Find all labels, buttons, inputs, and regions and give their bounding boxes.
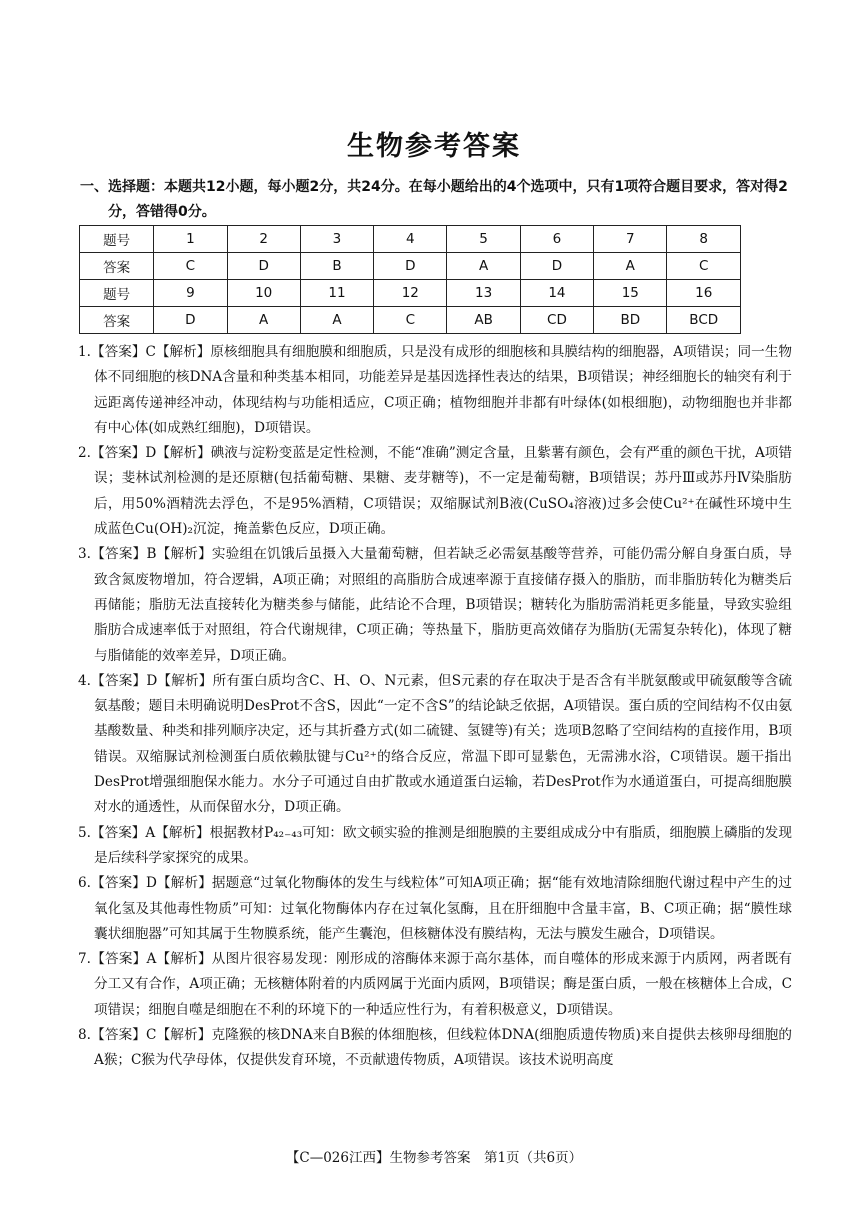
table-row — [80, 307, 741, 334]
answer-table — [79, 225, 741, 334]
table-row-header-cell: 答案 — [80, 307, 154, 334]
explanation-item: 1.【答案】C【解析】原核细胞具有细胞膜和细胞质，只是没有成形的细胞核和具膜结构的细胞器，A项错误；同一生物体不同细胞的核DNA含量和种类基本相同，功能差异是基因选择性表达的结果，B项错误；神经细胞长的轴突有利于远距离传递神经冲动，体现结构与功能相适应，C项正确；植物细胞并非都有叶绿体(如根细胞)，动物细胞也并非都有中心体(如成熟红细胞)，D项错误。 — [78, 344, 792, 436]
table-row-header-cell: 题号 — [80, 226, 154, 253]
explanation-item: 2.【答案】D【解析】碘液与淀粉变蓝是定性检测，不能“准确”测定含量，且紫薯有颜色，会有严重的颜色干扰，A项错误；斐林试剂检测的是还原糖(包括葡萄糖、果糖、麦芽糖等)，不一定是葡萄糖，B项错误；苏丹Ⅲ或苏丹Ⅳ染脂肪后，用50%酒精洗去浮色，不是95%酒精，C项错误；双缩脲试剂B液(CuSO₄溶液)过多会使Cu²⁺在碱性环境中生成蓝色Cu(OH)₂沉淀，掩盖紫色反应，D项正确。 — [78, 445, 792, 538]
table-cell: 8 — [667, 226, 741, 253]
table-cell: C — [667, 253, 741, 280]
table-row — [80, 226, 741, 253]
table-cell: D — [520, 253, 593, 280]
table-cell: 16 — [667, 280, 741, 307]
table-cell: 10 — [227, 280, 300, 307]
section-heading: 一、选择题：本题共12小题，每小题2分，共24分。在每小题给出的4个选项中，只有1项符合题目要求，答对得2分，答错得0分。 — [80, 179, 788, 220]
table-row — [80, 280, 741, 307]
table-cell: C — [154, 253, 227, 280]
table-cell: BCD — [667, 307, 741, 334]
table-cell: 2 — [227, 226, 300, 253]
table-cell: 11 — [300, 280, 373, 307]
explanation-item: 4.【答案】D【解析】所有蛋白质均含C、H、O、N元素，但S元素的存在取决于是否含有半胱氨酸或甲硫氨酸等含硫氨基酸；题目未明确说明DesProt不含S，因此“一定不含S”的结论缺乏依据，A项错误。蛋白质的空间结构不仅由氨基酸数量、种类和排列顺序决定，还与其折叠方式(如二硫键、氢键等)有关；选项B忽略了空间结构的直接作用，B项错误。双缩脲试剂检测蛋白质依赖肽键与Cu²⁺的络合反应，常温下即可显紫色，无需沸水浴，C项错误。题干指出DesProt增强细胞保水能力。水分子可通过自由扩散或水通道蛋白运输，若DesProt作为水通道蛋白，可提高细胞膜对水的通透性，从而保留水分，D项正确。 — [78, 672, 792, 816]
table-cell: AB — [447, 307, 520, 334]
table-row-header-cell: 题号 — [80, 280, 154, 307]
page-title: 生物参考答案 — [347, 131, 521, 162]
table-cell: 1 — [154, 226, 227, 253]
table-cell: 4 — [374, 226, 447, 253]
table-cell: 15 — [594, 280, 667, 307]
explanation-item: 5.【答案】A【解析】根据教材P₄₂₋₄₃可知：欧文顿实验的推测是细胞膜的主要组成成分中有脂质，细胞膜上磷脂的发现是后续科学家探究的成果。 — [78, 824, 792, 866]
table-cell: D — [374, 253, 447, 280]
table-cell: 14 — [520, 280, 593, 307]
table-cell: A — [227, 307, 300, 334]
table-cell: D — [154, 307, 227, 334]
table-row — [80, 253, 741, 280]
table-cell: 13 — [447, 280, 520, 307]
table-cell: 5 — [447, 226, 520, 253]
table-cell: 6 — [520, 226, 593, 253]
table-cell: 7 — [594, 226, 667, 253]
explanation-item: 6.【答案】D【解析】据题意“过氧化物酶体的发生与线粒体”可知A项正确；据“能有效地清除细胞代谢过程中产生的过氧化氢及其他毒性物质”可知：过氧化物酶体内存在过氧化氢酶，且在肝细胞中含量丰富，B、C项正确；据“膜性球囊状细胞器”可知其属于生物膜系统，能产生囊泡，但核糖体没有膜结构，无法与膜发生融合，D项错误。 — [78, 875, 792, 942]
table-row-header-cell: 答案 — [80, 253, 154, 280]
table-cell: 9 — [154, 280, 227, 307]
page-footer: 【C—026江西】生物参考答案 第1页（共6页） — [285, 1150, 583, 1166]
explanations — [78, 340, 792, 1074]
table-cell: A — [447, 253, 520, 280]
explanation-item: 3.【答案】B【解析】实验组在饥饿后虽摄入大量葡萄糖，但若缺乏必需氨基酸等营养，可能仍需分解自身蛋白质，导致含氮废物增加，符合逻辑，A项正确；对照组的高脂肪合成速率源于直接储存摄入的脂肪，而非脂肪转化为糖类后再储能；脂肪无法直接转化为糖类参与储能，此结论不合理，B项错误；糖转化为脂肪需消耗更多能量，导致实验组脂肪合成速率低于对照组，符合代谢规律，C项正确；等热量下，脂肪更高效储存为脂肪(无需复杂转化)，体现了糖与脂储能的效率差异，D项正确。 — [78, 546, 792, 664]
table-cell: D — [227, 253, 300, 280]
explanation-item: 7.【答案】A【解析】从图片很容易发现：刚形成的溶酶体来源于高尔基体，而自噬体的形成来源于内质网，两者既有分工又有合作，A项正确；无核糖体附着的内质网属于光面内质网，B项错误；酶是蛋白质，一般在核糖体上合成，C项错误；细胞自噬是细胞在不利的环境下的一种适应性行为，有着积极意义，D项错误。 — [78, 951, 792, 1018]
table-cell: CD — [520, 307, 593, 334]
table-cell: BD — [594, 307, 667, 334]
explanation-item: 8.【答案】C【解析】克隆猴的核DNA来自B猴的体细胞核，但线粒体DNA(细胞质遗传物质)来自提供去核卵母细胞的A猴；C猴为代孕母体，仅提供发育环境，不贡献遗传物质，A项错误。该技术说明高度 — [78, 1027, 792, 1069]
table-cell: 12 — [374, 280, 447, 307]
table-cell: B — [300, 253, 373, 280]
table-cell: 3 — [300, 226, 373, 253]
table-cell: A — [594, 253, 667, 280]
table-cell: A — [300, 307, 373, 334]
table-cell: C — [374, 307, 447, 334]
